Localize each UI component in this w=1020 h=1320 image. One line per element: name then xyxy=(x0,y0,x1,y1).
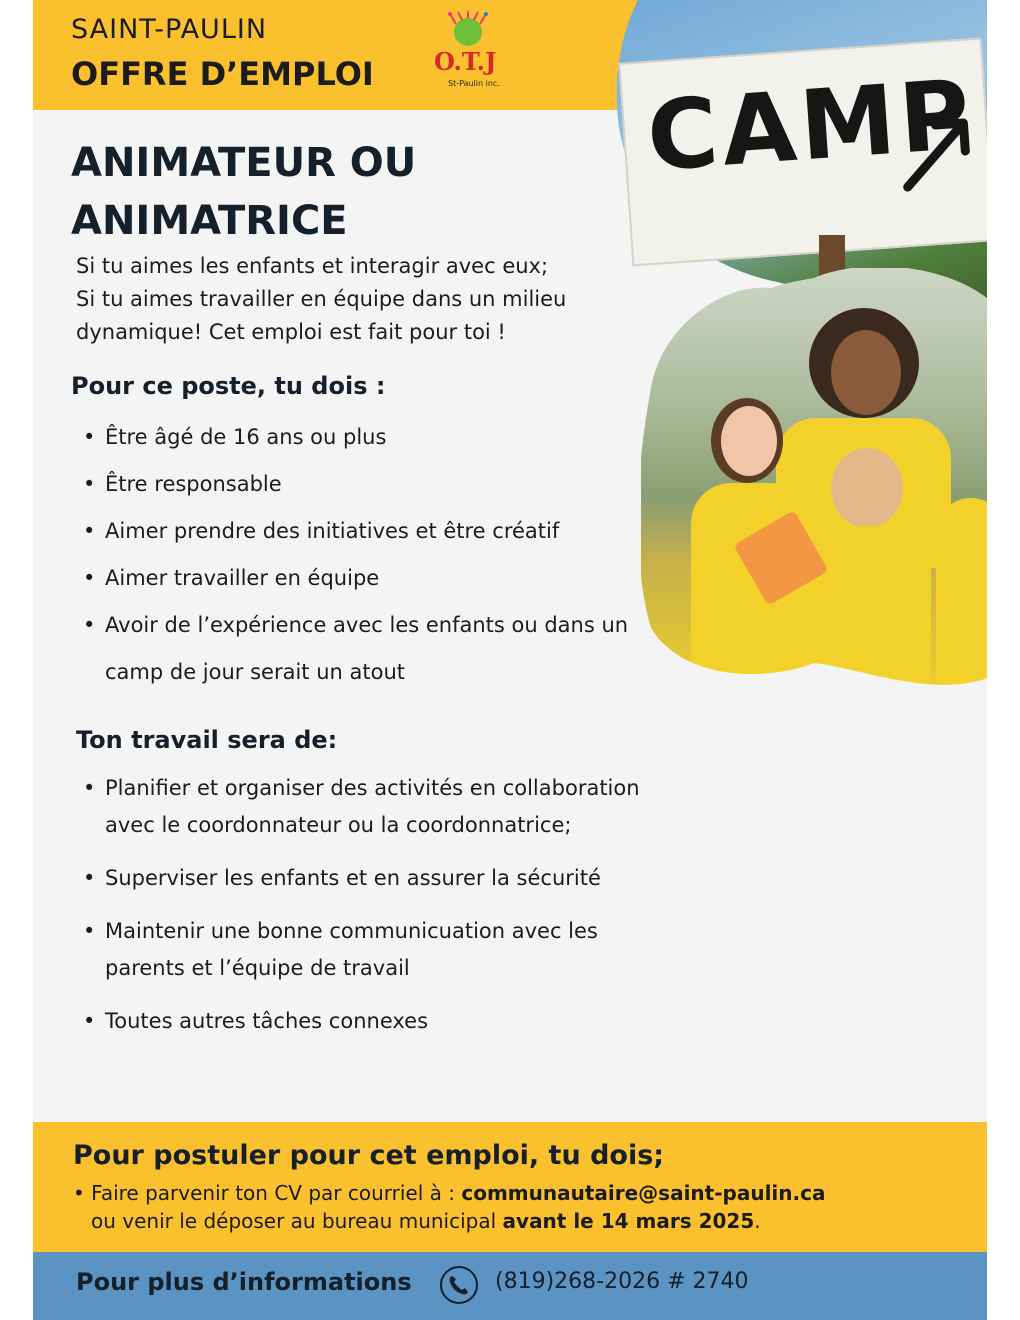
arrow-icon xyxy=(895,110,980,195)
deadline: avant le 14 mars 2025 xyxy=(502,1209,755,1233)
phone-number[interactable]: (819)268-2026 # 2740 xyxy=(495,1269,749,1294)
job-intro xyxy=(76,250,636,349)
job-title-line1: ANIMATEUR OU xyxy=(71,140,417,186)
info-heading: Pour plus d’informations xyxy=(76,1268,412,1296)
list-item: • Planifier et organiser des activités en collaboration avec le coordonnateur ou la coordonnatrice; xyxy=(75,770,675,844)
offer-heading: OFFRE D’EMPLOI xyxy=(71,55,374,93)
logo-subtext: St-Paulin inc. xyxy=(448,79,500,88)
duties-heading: Ton travail sera de: xyxy=(76,726,338,754)
list-item: • Être âgé de 16 ans ou plus xyxy=(75,424,635,451)
list-item: • Toutes autres tâches connexes xyxy=(75,1003,675,1040)
job-title-line2: ANIMATRICE xyxy=(71,198,348,244)
logo-text: O.T.J xyxy=(434,47,497,76)
apply-instruction: Faire parvenir ton CV par courriel à : xyxy=(91,1181,462,1205)
list-item: • Maintenir une bonne communicuation avec les parents et l’équipe de travail xyxy=(75,913,675,987)
list-item: • Être responsable xyxy=(75,471,635,498)
camp-sign-text: CAMP xyxy=(643,58,978,193)
requirements-list xyxy=(75,424,635,716)
city-name: SAINT-PAULIN xyxy=(71,14,268,45)
girl-face xyxy=(721,406,777,476)
apply-line-1 xyxy=(73,1178,825,1208)
phone-icon xyxy=(440,1266,478,1304)
child-shirt-right xyxy=(936,498,987,688)
info-band xyxy=(33,1252,987,1320)
otj-logo xyxy=(428,10,508,95)
apply-band xyxy=(33,1122,987,1252)
apply-heading: Pour postuler pour cet emploi, tu dois; xyxy=(73,1140,665,1171)
job-title xyxy=(71,134,571,250)
apply-alternative: ou venir le déposer au bureau municipal xyxy=(91,1209,503,1233)
list-item: • Aimer travailler en équipe xyxy=(75,565,635,592)
counselor-face xyxy=(831,330,901,415)
list-item: • Avoir de l’expérience avec les enfants ou dans un camp de jour serait un atout xyxy=(75,602,635,696)
apply-line-end: . xyxy=(754,1209,761,1233)
intro-line: dynamique! Cet emploi est fait pour toi ! xyxy=(76,320,506,344)
job-poster xyxy=(33,0,987,1320)
kids-photo xyxy=(641,268,987,688)
boy-face xyxy=(831,448,903,528)
bullet: • xyxy=(73,1181,92,1205)
apply-line-2 xyxy=(91,1206,761,1236)
requirements-heading: Pour ce poste, tu dois : xyxy=(71,372,386,400)
intro-line: Si tu aimes les enfants et interagir avec eux; xyxy=(76,254,549,278)
camp-sign xyxy=(618,38,987,267)
list-item: • Aimer prendre des initiatives et être créatif xyxy=(75,518,635,545)
list-item: • Superviser les enfants et en assurer la sécurité xyxy=(75,860,675,897)
contact-email[interactable]: communautaire@saint-paulin.ca xyxy=(461,1181,826,1205)
duties-list xyxy=(75,770,675,1056)
intro-line: Si tu aimes travailler en équipe dans un milieu xyxy=(76,287,567,311)
boy-shirt xyxy=(801,526,931,696)
